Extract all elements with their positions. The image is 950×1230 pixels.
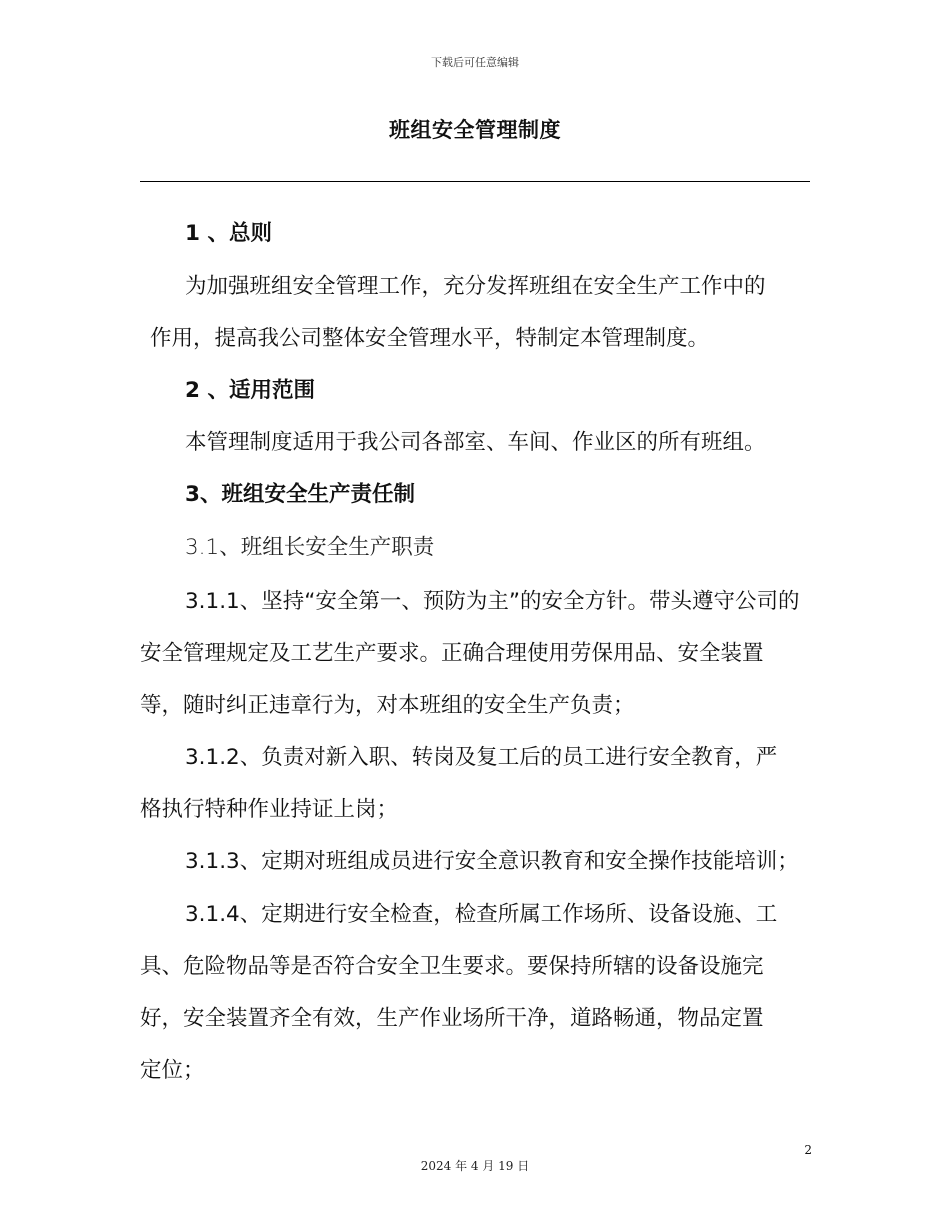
- paragraph-line: 3.1.4、定期进行安全检查，检查所属工作场所、设备设施、工: [185, 902, 778, 927]
- item-3-1-4: [140, 889, 810, 1097]
- paragraph-line: 作用，提高我公司整体安全管理水平，特制定本管理制度。: [150, 326, 710, 351]
- section-heading-scope: [140, 365, 810, 417]
- item-3-1-3: [140, 836, 810, 888]
- paragraph-line: 3.1.1、坚持“安全第一、预防为主”的安全方针。带头遵守公司的: [185, 589, 800, 614]
- title-divider: [140, 181, 810, 182]
- general-paragraph: [140, 261, 810, 365]
- section-heading-general: [140, 208, 810, 260]
- section-heading-text: 2 、适用范围: [185, 378, 315, 403]
- paragraph-line: 定位；: [140, 1058, 205, 1083]
- paragraph-line: 安全管理规定及工艺生产要求。正确合理使用劳保用品、安全装置: [140, 641, 764, 666]
- paragraph-line: 3.1.3、定期对班组成员进行安全意识教育和安全操作技能培训；: [185, 849, 799, 874]
- section-heading-text: 3、班组安全生产责任制: [185, 482, 415, 507]
- header-note: 下载后可任意编辑: [431, 56, 519, 69]
- page-number: 2: [804, 1143, 812, 1157]
- item-3-1-1: [140, 576, 810, 732]
- paragraph-line: 等，随时纠正违章行为，对本班组的安全生产负责；: [140, 693, 635, 718]
- section-heading-responsibility: [140, 469, 810, 521]
- paragraph-line: 本管理制度适用于我公司各部室、车间、作业区的所有班组。: [185, 430, 766, 455]
- scope-paragraph: [140, 417, 810, 469]
- item-3-1-2: [140, 732, 810, 836]
- section-heading-text: 1 、总则: [185, 221, 272, 246]
- paragraph-line: 3.1.2、负责对新入职、转岗及复工后的员工进行安全教育，严: [185, 745, 778, 770]
- subsection-heading: [140, 522, 810, 574]
- paragraph-line: 好，安全装置齐全有效，生产作业场所干净，道路畅通，物品定置: [140, 1006, 764, 1031]
- paragraph-line: 具、危险物品等是否符合安全卫生要求。要保持所辖的设备设施完: [140, 954, 764, 979]
- paragraph-line: 为加强班组安全管理工作，充分发挥班组在安全生产工作中的: [185, 274, 766, 299]
- document-title: 班组安全管理制度: [389, 118, 561, 142]
- paragraph-line: 格执行特种作业持证上岗；: [140, 797, 399, 822]
- subsection-heading-text: 3.1、班组长安全生产职责: [185, 535, 435, 560]
- footer-date: 2024 年 4 月 19 日: [420, 1159, 530, 1173]
